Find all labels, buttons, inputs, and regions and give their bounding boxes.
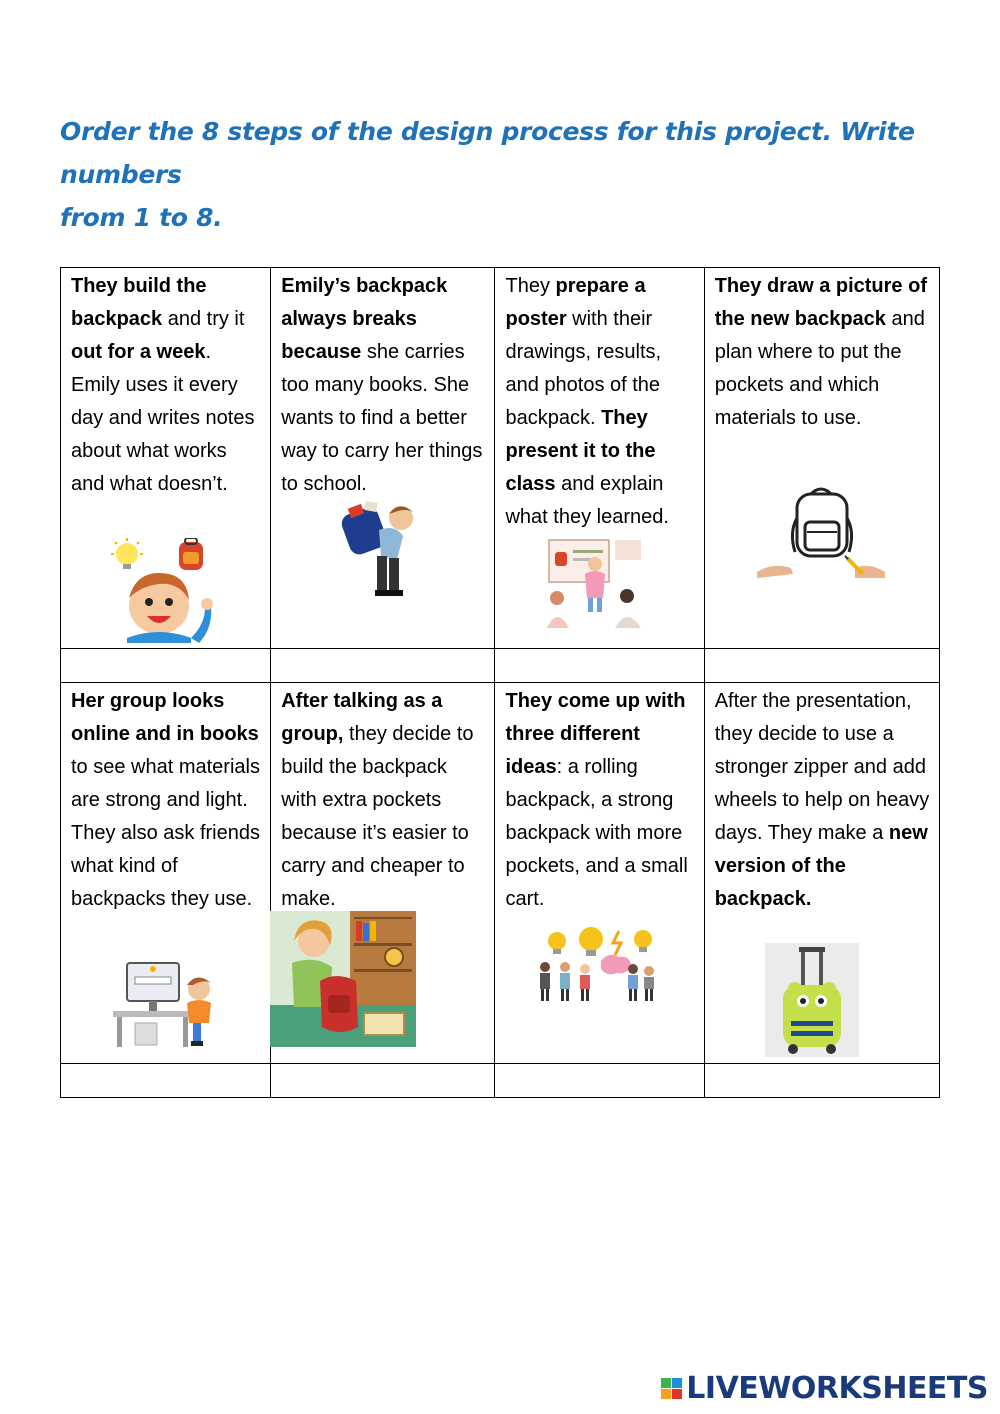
steps-table: [60, 267, 940, 1098]
answer-input[interactable]: [705, 649, 939, 680]
step-card-text: [505, 270, 695, 534]
step-card: [271, 268, 495, 649]
card-text-run: Emily’s backpack always breaks because: [281, 275, 448, 363]
idea-bulbs-group-icon: [535, 927, 659, 1003]
card-text-run: and plan where to put the pockets and which materials to use.: [714, 308, 925, 429]
card-text-run: prepare a poster: [505, 275, 646, 330]
answer-input[interactable]: [61, 1064, 270, 1095]
card-text-run: new version of the backpack.: [714, 822, 928, 910]
answer-input[interactable]: [495, 649, 703, 680]
step-card: [61, 683, 271, 1064]
answer-input[interactable]: [61, 649, 270, 680]
answer-input[interactable]: [271, 649, 494, 680]
step-card-text: [505, 685, 695, 916]
liveworksheets-logo-icon: [661, 1378, 682, 1399]
steps-row-2: [61, 683, 940, 1064]
instructions-title: [60, 110, 960, 239]
rolling-backpack-icon: [765, 943, 859, 1057]
card-text-run: After talking as a group,: [281, 690, 443, 745]
instructions-line-2: from 1 to 8.: [60, 203, 223, 232]
answer-row-1: [61, 649, 940, 683]
card-text-run: Her group looks online and in books: [71, 690, 259, 745]
girl-packing-backpack-icon: [270, 911, 416, 1047]
answer-row-2: [61, 1064, 940, 1098]
card-text-run: They: [505, 275, 556, 297]
card-text-run: : a rolling backpack, a strong backpack with more pockets, and a small cart.: [505, 756, 688, 910]
step-card-text: [71, 270, 262, 501]
step-card: [271, 683, 495, 1064]
answer-input[interactable]: [705, 1064, 939, 1095]
card-text-run: backpack: [71, 308, 163, 330]
step-card: [704, 683, 939, 1064]
card-text-run: to see what materials are strong and light. They also ask friends what kind of backpacks they use.: [71, 756, 260, 910]
computer-search-icon: [109, 951, 219, 1049]
boy-with-idea-icon: [109, 538, 219, 643]
step-card: [495, 268, 704, 649]
step-card: [495, 683, 704, 1064]
answer-input[interactable]: [271, 1064, 494, 1095]
step-card-text: [715, 270, 931, 435]
card-text-run: They come up with three different ideas: [505, 690, 686, 778]
card-text-run: They build the: [71, 275, 207, 297]
backpack-drawing-icon: [751, 482, 891, 578]
step-card: [61, 268, 271, 649]
card-text-run: out for a week: [71, 341, 206, 363]
step-card: [704, 268, 939, 649]
card-text-run: . Emily uses it every day and writes notes about what works and what doesn’t.: [71, 341, 255, 495]
backpack-breaking-icon: [339, 500, 424, 600]
instructions-line-1: Order the 8 steps of the design process for this project. Write numbers: [60, 117, 915, 189]
card-text-run: they decide to build the backpack with extra pockets because it’s easier to carry and cheaper to make.: [281, 723, 474, 910]
card-text-run: After the presentation, they decide to use a stronger zipper and add wheels to help on heavy days. They make a: [714, 690, 930, 844]
card-text-run: she carries too many books. She wants to find a better way to carry her things to school.: [281, 341, 483, 495]
liveworksheets-logo: [661, 1371, 988, 1406]
card-text-run: and explain what they learned.: [505, 473, 669, 528]
step-card-text: [715, 685, 931, 916]
brand-name: LIVEWORKSHEETS: [686, 1371, 988, 1406]
card-text-run: with their drawings, results, and photos of the backpack.: [505, 308, 662, 429]
card-text-run: and try it: [162, 308, 245, 330]
step-card-text: [281, 685, 486, 916]
steps-row-1: [61, 268, 940, 649]
answer-input[interactable]: [495, 1064, 703, 1095]
step-card-text: [281, 270, 486, 501]
card-text-run: They present it to the class: [505, 407, 656, 495]
step-card-text: [71, 685, 262, 916]
poster-presentation-icon: [545, 536, 645, 628]
card-text-run: They draw a picture of the new backpack: [714, 275, 927, 330]
